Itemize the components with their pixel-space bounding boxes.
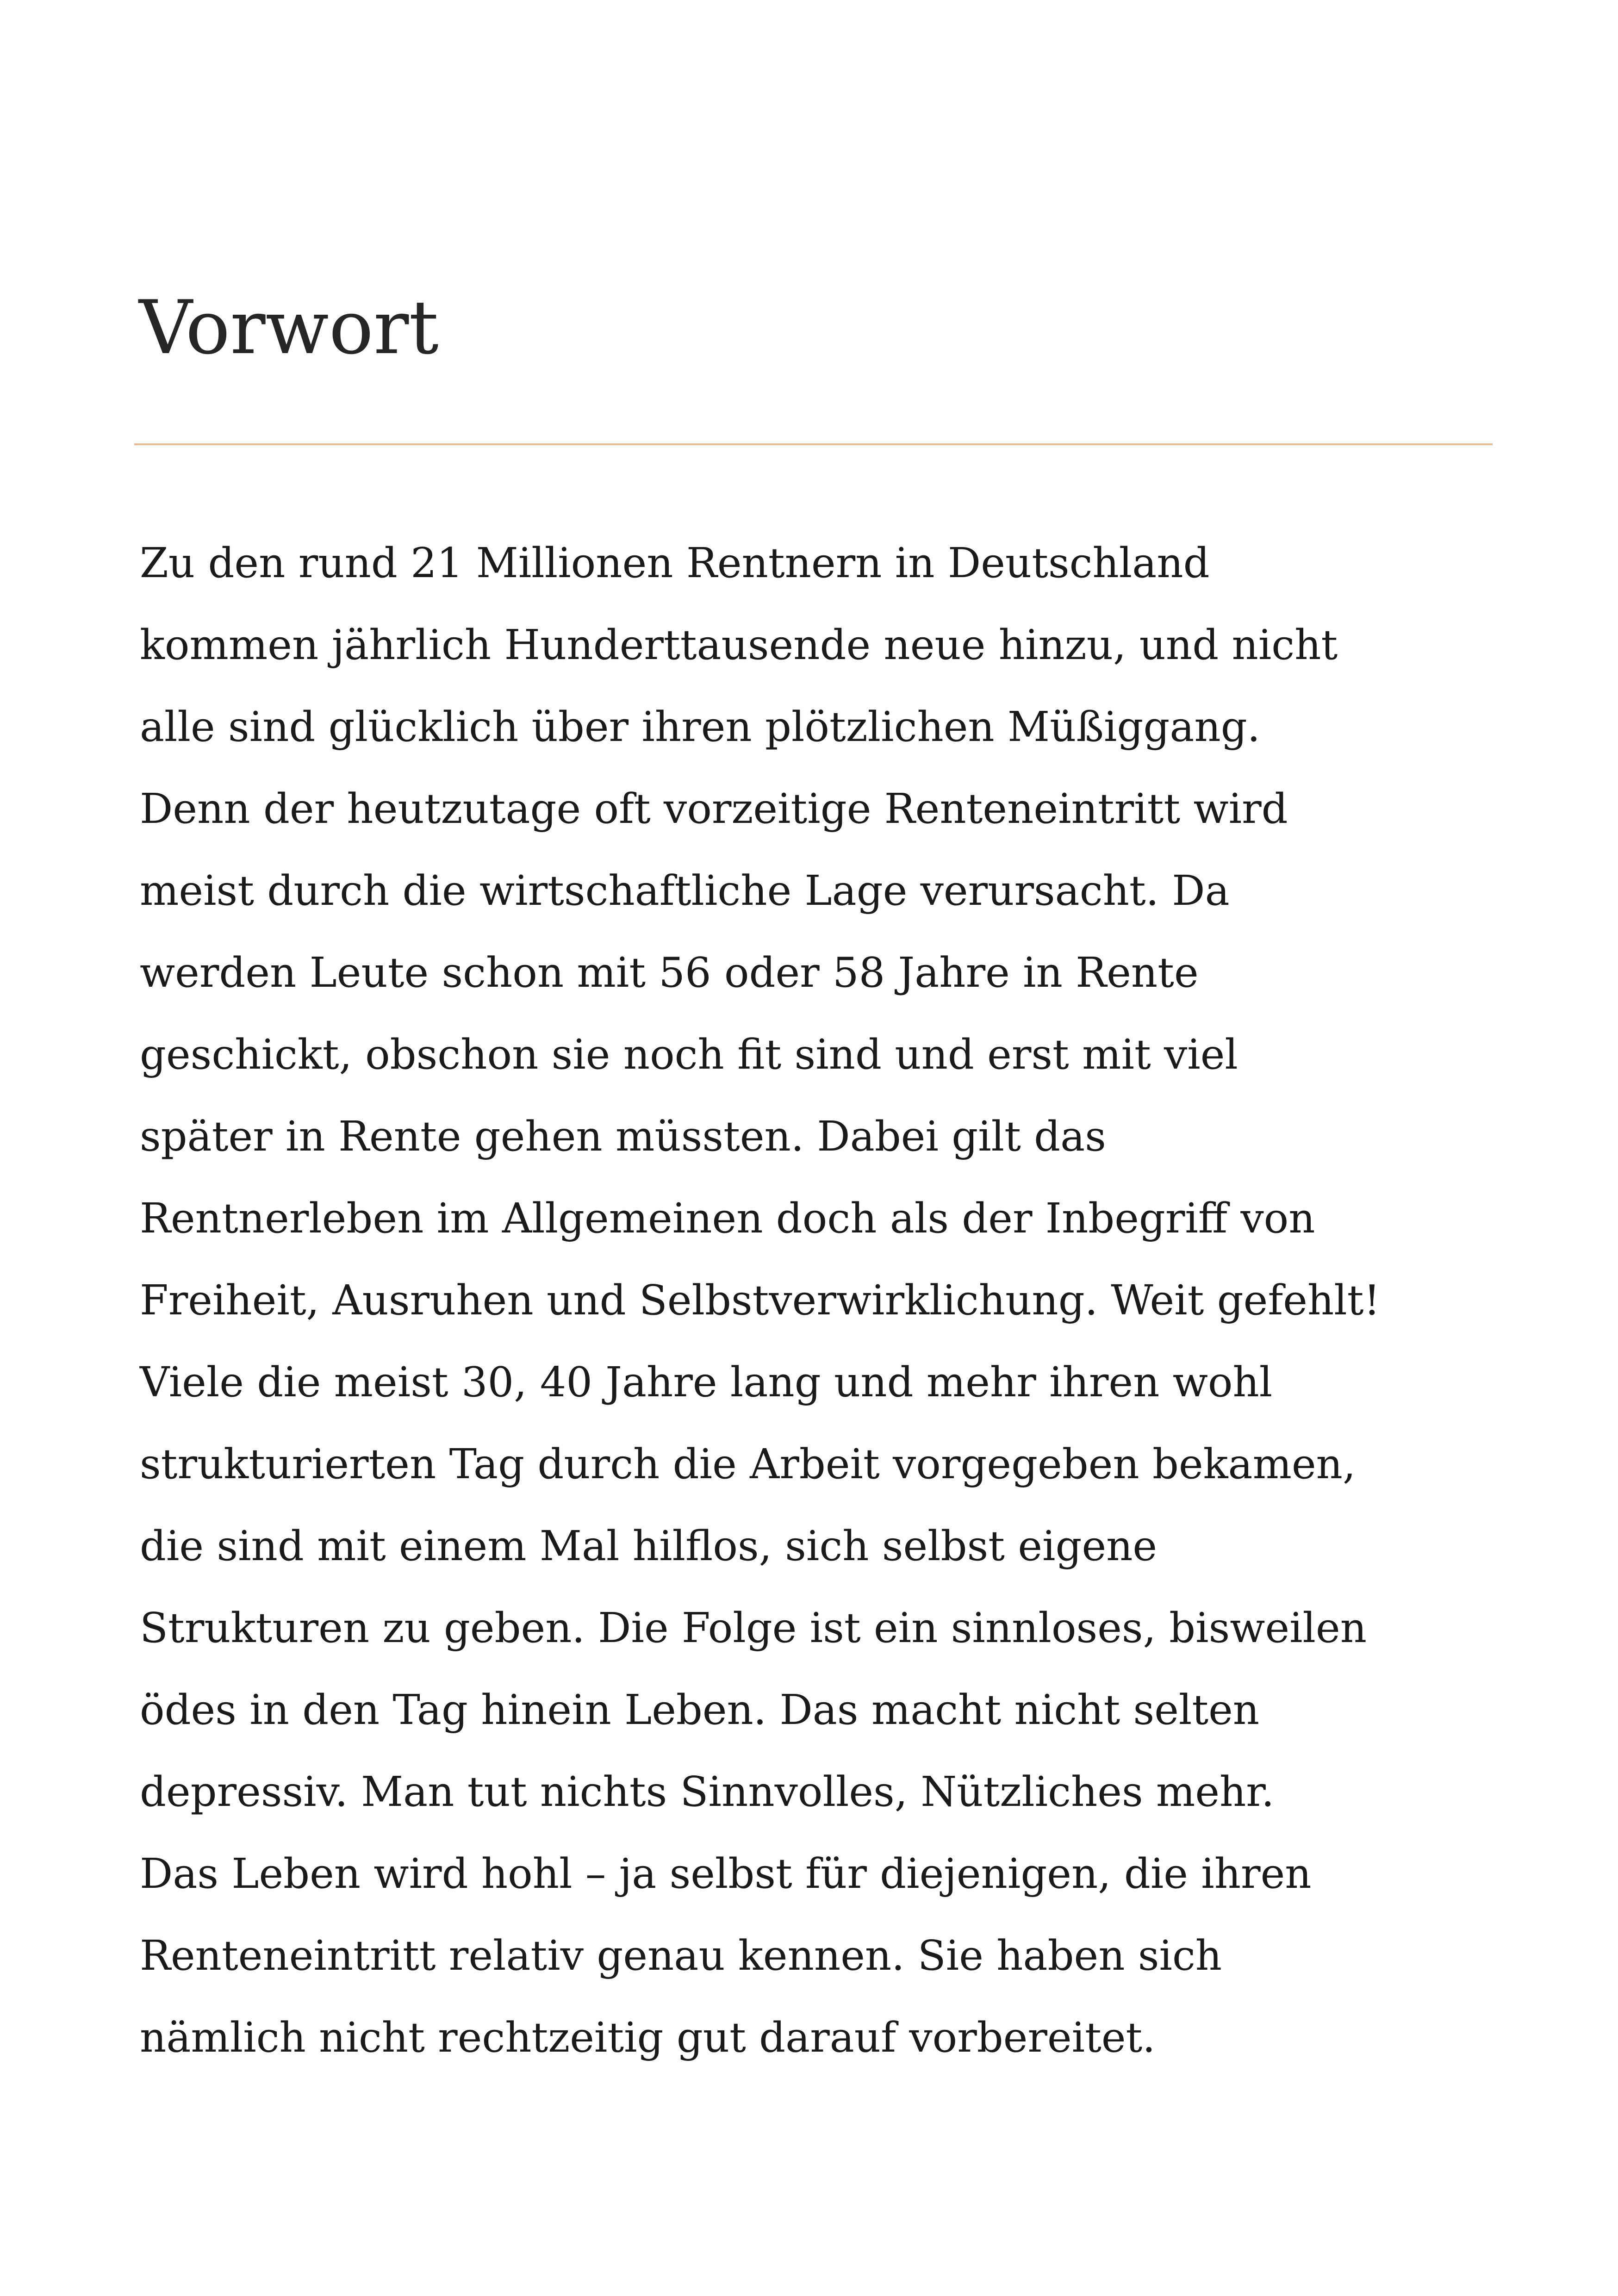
text-line: Renteneintritt relativ genau kennen. Sie haben sich: [140, 1931, 1222, 1979]
text-line: kommen jährlich Hunderttausende neue hinzu, und nicht: [140, 621, 1338, 669]
text-line: geschickt, obschon sie noch fit sind und erst mit viel: [140, 1030, 1238, 1078]
text-line: werden Leute schon mit 56 oder 58 Jahre in Rente: [140, 948, 1199, 996]
page-title: Vorwort: [139, 284, 439, 371]
text-line: Viele die meist 30, 40 Jahre lang und mehr ihren wohl: [140, 1358, 1273, 1406]
text-line: depressiv. Man tut nichts Sinnvolles, Nützliches mehr.: [140, 1767, 1275, 1816]
text-line: strukturierten Tag durch die Arbeit vorgegeben bekamen,: [140, 1440, 1356, 1488]
body-paragraph: [140, 522, 1380, 2078]
text-line: Freiheit, Ausruhen und Selbstverwirklichung. Weit gefehlt!: [140, 1276, 1381, 1324]
text-line: die sind mit einem Mal hilflos, sich selbst eigene: [140, 1522, 1157, 1570]
text-line: meist durch die wirtschaftliche Lage verursacht. Da: [140, 866, 1230, 915]
text-line: Zu den rund 21 Millionen Rentnern in Deutschland: [140, 539, 1210, 587]
text-line: Das Leben wird hohl – ja selbst für diejenigen, die ihren: [140, 1849, 1312, 1898]
text-line: alle sind glücklich über ihren plötzlichen Müßiggang.: [140, 703, 1260, 751]
heading-divider: [134, 443, 1493, 445]
text-line: Denn der heutzutage oft vorzeitige Renteneintritt wird: [140, 784, 1288, 833]
text-line: nämlich nicht rechtzeitig gut darauf vorbereitet.: [140, 2013, 1156, 2061]
text-line: Strukturen zu geben. Die Folge ist ein sinnloses, bisweilen: [140, 1604, 1367, 1652]
text-line: Rentnerleben im Allgemeinen doch als der Inbegriff von: [140, 1194, 1315, 1242]
text-line: später in Rente gehen müssten. Dabei gilt das: [140, 1112, 1106, 1160]
text-line: ödes in den Tag hinein Leben. Das macht nicht selten: [140, 1686, 1260, 1734]
